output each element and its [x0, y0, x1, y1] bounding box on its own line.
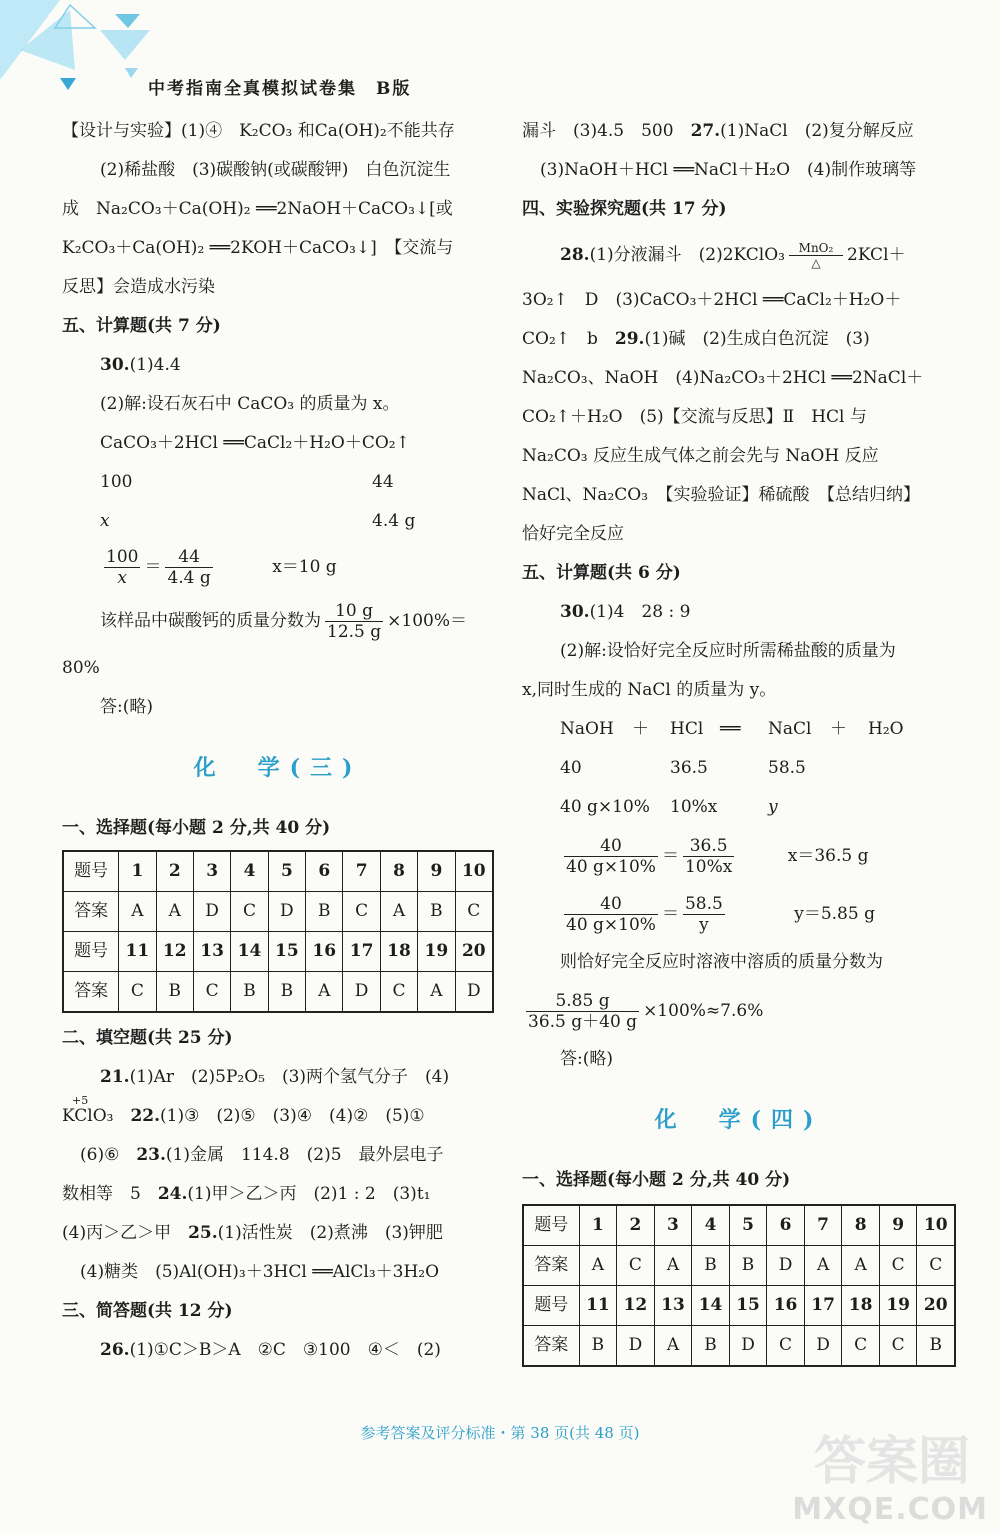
text-line: (1)活性炭 (2)煮沸 (3)钾肥: [217, 1223, 443, 1243]
answer-cell: C: [842, 1326, 880, 1367]
chemical-equation: NaOH ＋ HCl ══ NaCl ＋ H₂O: [560, 719, 904, 739]
question-number-cell: 2: [156, 851, 193, 892]
fraction: $\frac{36.5}{10\%x}$: [684, 836, 733, 877]
result: x＝36.5 g: [787, 846, 869, 866]
question-number-cell: 7: [804, 1205, 842, 1246]
question-number-cell: 3: [193, 851, 230, 892]
text-line: 恰好完全反应: [522, 524, 624, 544]
question-number-cell: 18: [842, 1286, 880, 1326]
answer-cell: B: [692, 1246, 730, 1286]
answer-cell: D: [268, 892, 305, 932]
question-number-cell: 13: [654, 1286, 692, 1326]
question-number-cell: 14: [231, 932, 268, 972]
question-number-cell: 14: [692, 1286, 730, 1326]
question-number: 30.: [100, 355, 130, 375]
answer-cell: A: [654, 1246, 692, 1286]
answer-cell: B: [306, 892, 343, 932]
question-number-cell: 8: [842, 1205, 880, 1246]
text-line: 3O₂↑ D (3)CaCO₃＋2HCl ══CaCl₂＋H₂O＋: [522, 290, 902, 310]
question-number-cell: 18: [380, 932, 417, 972]
question-number-cell: 20: [917, 1286, 955, 1326]
question-number-cell: 9: [879, 1205, 917, 1246]
page-header: 中考指南全真模拟试卷集 B版: [148, 79, 412, 99]
watermark-logo: 答案圈 MXQE.COM: [792, 1432, 988, 1527]
question-number-cell: 13: [193, 932, 230, 972]
fraction: $\frac{58.5}{y}$: [684, 894, 723, 935]
reaction-condition: $\frac{\text{MnO₂}}{\triangle}$: [789, 241, 843, 270]
mass-value: 10%x: [670, 797, 718, 817]
section-heading: 五、计算题(共 7 分): [62, 316, 221, 336]
answer-cell: C: [917, 1246, 955, 1286]
header-decoration: [0, 0, 160, 95]
section-heading: 三、简答题(共 12 分): [62, 1301, 233, 1321]
answer-line: 答:(略): [100, 697, 153, 717]
text-line: 该样品中碳酸钙的质量分数为: [100, 611, 321, 631]
question-number-cell: 3: [654, 1205, 692, 1246]
fraction: $\frac{40}{40 g\times 10\%}$: [566, 894, 656, 935]
answer-cell: B: [268, 972, 305, 1013]
answer-line: 答:(略): [560, 1049, 613, 1069]
text-line: (2)解:设恰好完全反应时所需稀盐酸的质量为: [560, 641, 896, 661]
answer-cell: C: [119, 972, 156, 1013]
answer-cell: C: [767, 1326, 805, 1367]
question-number-cell: 5: [268, 851, 305, 892]
mass-value: 40 g×10%: [560, 797, 650, 817]
question-number-cell: 15: [729, 1286, 767, 1326]
mass-value: 40: [560, 758, 582, 778]
text-line: 则恰好完全反应时溶液中溶质的质量分数为: [560, 952, 883, 972]
answer-cell: C: [879, 1246, 917, 1286]
answer-cell: D: [804, 1326, 842, 1367]
section-title: 化 学(三): [193, 755, 363, 781]
answer-cell: C: [343, 892, 380, 932]
answer-cell: B: [729, 1246, 767, 1286]
answer-cell: A: [306, 972, 343, 1013]
text-line: (1)③ (2)⑤ (3)④ (4)② (5)①: [160, 1106, 425, 1126]
answer-table: 题号 1 2 3 4 5 6 7 8 9 10 答案 A A D C D B C A B C 题号 11 12 13 14 15 16 17 18 19 20 答案 C B C B B A D C A D: [62, 850, 494, 1013]
fraction: $\frac{44}{4.4 g}$: [167, 547, 211, 588]
question-number-cell: 16: [306, 932, 343, 972]
answer-cell: B: [917, 1326, 955, 1367]
answer-cell: A: [156, 892, 193, 932]
answer-cell: B: [579, 1326, 617, 1367]
text-line: (2)稀盐酸 (3)碳酸钠(或碳酸钾) 白色沉淀生: [100, 160, 451, 180]
answer-cell: B: [418, 892, 455, 932]
section-heading: 一、选择题(每小题 2 分,共 40 分): [62, 818, 331, 838]
answer-cell: A: [842, 1246, 880, 1286]
text-line: (3)NaOH＋HCl ══NaCl＋H₂O (4)制作玻璃等: [540, 160, 917, 180]
question-number-cell: 19: [418, 932, 455, 972]
mass-value: 4.4 g: [372, 511, 416, 531]
answer-cell: C: [380, 972, 417, 1013]
fraction: $\frac{40}{40 g\times 10\%}$: [566, 836, 656, 877]
answer-cell: D: [193, 892, 230, 932]
answer-cell: A: [579, 1246, 617, 1286]
question-number-cell: 12: [156, 932, 193, 972]
question-number-cell: 4: [692, 1205, 730, 1246]
answer-cell: A: [119, 892, 156, 932]
result: 80%: [62, 658, 100, 678]
question-number-cell: 20: [455, 932, 493, 972]
page-footer: 参考答案及评分标准・第 38 页(共 48 页): [360, 1424, 640, 1442]
section-title: 化 学(四): [654, 1107, 824, 1133]
answer-cell: A: [418, 972, 455, 1013]
question-number-cell: 16: [767, 1286, 805, 1326]
section-heading: 四、实验探究题(共 17 分): [522, 199, 727, 219]
text-line: K₂CO₃＋Ca(OH)₂ ══2KOH＋CaCO₃↓] 【交流与: [62, 238, 454, 258]
question-number-cell: 1: [579, 1205, 617, 1246]
answer-table: 题号 1 2 3 4 5 6 7 8 9 10 答案 A C A B B D A A C C 题号 11 12 13 14 15 16 17 18 19 20 答案 B D A B D C D C C B: [522, 1204, 956, 1367]
text-line: Na₂CO₃、NaOH (4)Na₂CO₃＋2HCl ══2NaCl＋: [522, 368, 924, 388]
question-number-cell: 11: [119, 932, 156, 972]
text-line: (1)NaCl (2)复分解反应: [720, 121, 914, 141]
question-number-cell: 8: [380, 851, 417, 892]
text-line: (4)糖类 (5)Al(OH)₃＋3HCl ══AlCl₃＋3H₂O: [80, 1262, 440, 1282]
question-number-cell: 5: [729, 1205, 767, 1246]
text-line: (1)①C＞B＞A ②C ③100 ④＜ (2): [129, 1340, 441, 1360]
text-line: (1)甲＞乙＞丙 (2)1 : 2 (3)t₁: [187, 1184, 431, 1204]
question-number-cell: 6: [767, 1205, 805, 1246]
left-column: 【设计与实验】(1)④ K₂CO₃ 和Ca(OH)₂不能共存 (2)稀盐酸 (3)碳酸钠(或碳酸钾) 白色沉淀生 成 Na₂CO₃＋Ca(OH)₂ ══2NaOH＋CaCO₃↓[或 K₂CO₃＋Ca(OH)₂ ══2KOH＋CaCO₃↓] 【交流与 反思】会造成水污染 五、计算题(共 7 分) 30.(1)4.4 (2)解:设石灰石中 CaCO₃ 的质量为 x。 CaCO₃＋2HCl ══CaCl₂＋H₂O＋CO₂↑ 100 44 x 4.4 g $\frac{100}{x}$ ＝ $\frac{44}{4.4 g}$ x＝10 g 该样品中碳酸钙的质量分数为 $\frac{10 g}{12.5 g}$ ×100%＝ 80% 答:(略) 化 学(三) 一、选择题(每小题 2 分,共 40 分) 题号 1 2 3 4 5 6 7 8 9 10 答案 A A D C D B C A B C 题号 11 12 13 14 15 16 17 18 19 20 答案 C B C B B A D C A D 二、填空题(共 25 分) 21.(1)Ar (2)5P₂O₅ (3)两个氢气分子 (4) +5 KClO₃ 22.(1)③ (2)⑤ (3)④ (4)② (5)① (6)⑥ 23.(1)金属 114.8 (2)5 最外层电子 数相等 5 24.(1)甲＞乙＞丙 (2)1 : 2 (3)t₁ (4)丙＞乙＞甲 25.(1)活性炭 (2)煮沸 (3)钾肥 (4)糖类 (5)Al(OH)₃＋3HCl ══AlCl₃＋3H₂O 三、简答题(共 12 分) 26.(1)①C＞B＞A ②C ③100 ④＜ (2): [62, 112, 494, 1370]
section-heading: 一、选择题(每小题 2 分,共 40 分): [522, 1170, 791, 1190]
answer-cell: D: [617, 1326, 655, 1367]
fraction: $\frac{5.85 g}{36.5 g+40 g}$: [528, 991, 638, 1032]
question-number-cell: 11: [579, 1286, 617, 1326]
question-number-cell: 7: [343, 851, 380, 892]
answer-cell: A: [804, 1246, 842, 1286]
result: x＝10 g: [272, 557, 337, 577]
text-line: NaCl、Na₂CO₃ 【实验验证】稀硫酸 【总结归纳】: [522, 485, 921, 505]
text-line: (1)4.4: [129, 355, 181, 375]
answer-cell: B: [231, 972, 268, 1013]
answer-cell: B: [692, 1326, 730, 1367]
question-number-cell: 19: [879, 1286, 917, 1326]
text-line: 成 Na₂CO₃＋Ca(OH)₂ ══2NaOH＋CaCO₃↓[或: [62, 199, 453, 219]
question-number-cell: 1: [119, 851, 156, 892]
right-column: 漏斗 (3)4.5 500 27.(1)NaCl (2)复分解反应 (3)NaOH＋HCl ══NaCl＋H₂O (4)制作玻璃等 四、实验探究题(共 17 分) 28.(1)分液漏斗 (2)2KClO₃ $\frac{\text{MnO₂}}{\triangle}$ 2KCl＋ 3O₂↑ D (3)CaCO₃＋2HCl ══CaCl₂＋H₂O＋ CO₂↑ b 29.(1)碱 (2)生成白色沉淀 (3) Na₂CO₃、NaOH (4)Na₂CO₃＋2HCl ══2NaCl＋ CO₂↑＋H₂O (5)【交流与反思】Ⅱ HCl 与 Na₂CO₃ 反应生成气体之前会先与 NaOH 反应 NaCl、Na₂CO₃ 【实验验证】稀硫酸 【总结归纳】 恰好完全反应 五、计算题(共 6 分) 30.(1)4 28 : 9 (2)解:设恰好完全反应时所需稀盐酸的质量为 x,同时生成的 NaCl 的质量为 y。 NaOH ＋ HCl ══ NaCl ＋ H₂O 40 36.5 58.5 40 g×10% 10%x y $\frac{40}{40 g\times 10\%}$ ＝ $\frac{36.5}{10\%x}$ x＝36.5 g $\frac{40}{40 g\times 10\%}$ ＝ $\frac{58.5}{y}$ y＝5.85 g 则恰好完全反应时溶液中溶质的质量分数为 $\frac{5.85 g}{36.5 g+40 g}$ ×100%≈7.6% 答:(略) 化 学(四) 一、选择题(每小题 2 分,共 40 分) 题号 1 2 3 4 5 6 7 8 9 10 答案 A C A B B D A A C C 题号 11 12 13 14 15 16 17 18 19 20 答案 B D A B D C D C C B: [522, 112, 956, 1367]
answer-cell: C: [231, 892, 268, 932]
question-number-cell: 6: [306, 851, 343, 892]
mass-value: y: [768, 797, 778, 817]
section-heading: 五、计算题(共 6 分): [522, 563, 681, 583]
question-number-cell: 15: [268, 932, 305, 972]
question-number-cell: 4: [231, 851, 268, 892]
text-line: Na₂CO₃ 反应生成气体之前会先与 NaOH 反应: [522, 446, 879, 466]
text-line: x,同时生成的 NaCl 的质量为 y。: [522, 680, 777, 700]
mass-value: 58.5: [768, 758, 806, 778]
question-number-cell: 17: [804, 1286, 842, 1326]
text-line: CO₂↑＋H₂O (5)【交流与反思】Ⅱ HCl 与: [522, 407, 867, 427]
question-number-cell: 12: [617, 1286, 655, 1326]
text-line: (1)金属 114.8 (2)5 最外层电子: [165, 1145, 444, 1165]
question-number-cell: 2: [617, 1205, 655, 1246]
mass-value: 44: [372, 472, 394, 492]
answer-cell: C: [617, 1246, 655, 1286]
answer-cell: D: [767, 1246, 805, 1286]
answer-cell: D: [729, 1326, 767, 1367]
section-heading: 二、填空题(共 25 分): [62, 1028, 233, 1048]
answer-cell: D: [343, 972, 380, 1013]
text-line: 【设计与实验】(1)④ K₂CO₃ 和Ca(OH)₂不能共存: [62, 121, 455, 141]
answer-cell: C: [193, 972, 230, 1013]
text-line: (1)4 28 : 9: [589, 602, 691, 622]
text-line: (2)解:设石灰石中 CaCO₃ 的质量为 x。: [100, 394, 400, 414]
result: y＝5.85 g: [794, 904, 875, 924]
answer-cell: A: [380, 892, 417, 932]
answer-cell: A: [654, 1326, 692, 1367]
question-number-cell: 10: [917, 1205, 955, 1246]
mass-value: x: [100, 511, 110, 531]
fraction: $\frac{100}{x}$: [106, 547, 139, 588]
question-number-cell: 9: [418, 851, 455, 892]
answer-cell: C: [879, 1326, 917, 1367]
mass-value: 100: [100, 472, 133, 492]
question-number-cell: 10: [455, 851, 493, 892]
chemical-equation: CaCO₃＋2HCl ══CaCl₂＋H₂O＋CO₂↑: [100, 433, 410, 453]
mass-value: 36.5: [670, 758, 708, 778]
answer-cell: C: [455, 892, 493, 932]
text-line: 反思】会造成水污染: [62, 277, 215, 297]
answer-cell: B: [156, 972, 193, 1013]
question-number-cell: 17: [343, 932, 380, 972]
answer-cell: D: [455, 972, 493, 1013]
text-line: (1)碱 (2)生成白色沉淀 (3): [644, 329, 870, 349]
text-line: (1)Ar (2)5P₂O₅ (3)两个氢气分子 (4): [129, 1067, 450, 1087]
fraction: $\frac{10 g}{12.5 g}$: [327, 601, 382, 642]
